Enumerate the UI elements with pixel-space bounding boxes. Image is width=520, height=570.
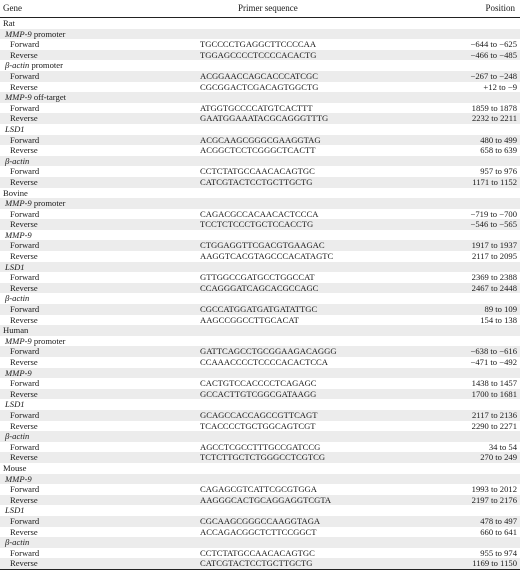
primer-row <box>0 135 520 146</box>
primer-direction: Forward <box>10 409 40 420</box>
target-label <box>5 92 66 103</box>
primer-sequence: ATGGTGCCCCATGTCACTTT <box>200 102 313 113</box>
primer-direction: Reverse <box>10 558 38 569</box>
gene-name: MMP-9 <box>5 335 32 346</box>
primer-direction: Forward <box>10 166 40 177</box>
target-label <box>5 198 65 209</box>
target-label <box>5 293 29 304</box>
primer-sequence: GAATGGAAATACGCAGGGTTTG <box>200 113 329 124</box>
primer-direction: Forward <box>10 346 40 357</box>
target-row <box>0 293 520 304</box>
species-label: Mouse <box>3 462 27 473</box>
gene-name: MMP-9 <box>5 229 32 240</box>
primer-row <box>0 219 520 230</box>
target-row <box>0 537 520 548</box>
primer-direction: Reverse <box>10 526 38 537</box>
target-row <box>0 505 520 516</box>
primer-sequence: GTTGGCCGATGCCTGGCCAT <box>200 272 315 283</box>
target-row <box>0 230 520 241</box>
primer-sequence: ACCAGACGGCTCTTCCGGCT <box>200 526 317 537</box>
primer-direction: Forward <box>10 39 40 50</box>
primer-sequence: CGCGGACTCGACAGTGGCTG <box>200 81 319 92</box>
primer-position: 2467 to 2448 <box>471 282 517 293</box>
target-label <box>5 431 29 442</box>
primer-position: −546 to −565 <box>470 219 517 230</box>
header-gene: Gene <box>3 3 22 13</box>
primer-row <box>0 145 520 156</box>
primer-position: 478 to 497 <box>480 515 517 526</box>
primer-row <box>0 495 520 506</box>
target-label <box>5 537 29 548</box>
primer-direction: Reverse <box>10 49 38 60</box>
gene-name: MMP-9 <box>5 92 32 103</box>
primer-direction: Forward <box>10 272 40 283</box>
primer-row <box>0 315 520 326</box>
primer-row <box>0 527 520 538</box>
species-label: Human <box>3 325 29 336</box>
primer-direction: Reverse <box>10 113 38 124</box>
primer-position: 480 to 499 <box>480 134 517 145</box>
primer-direction: Forward <box>10 70 40 81</box>
primer-position: 1917 to 1937 <box>471 240 517 251</box>
primer-sequence: TGCCCCTGAGGCTTCCCCAA <box>200 39 317 50</box>
species-row <box>0 325 520 336</box>
primer-position: 658 to 639 <box>480 145 517 156</box>
target-label <box>5 399 25 410</box>
primer-direction: Reverse <box>10 251 38 262</box>
target-row <box>0 29 520 40</box>
table-body <box>0 18 520 570</box>
primer-sequence: CAGAGCGTCATTCGCGTGGA <box>200 484 317 495</box>
primer-row <box>0 177 520 188</box>
primer-direction: Reverse <box>10 314 38 325</box>
target-label <box>5 230 32 241</box>
gene-name: LSD1 <box>5 123 25 134</box>
primer-position: −638 to −616 <box>470 346 517 357</box>
target-row <box>0 336 520 347</box>
gene-name: β-actin <box>5 431 30 442</box>
primer-position: 955 to 974 <box>480 547 517 558</box>
target-label <box>5 505 25 516</box>
primer-row <box>0 346 520 357</box>
primer-row <box>0 378 520 389</box>
primer-row <box>0 166 520 177</box>
primer-direction: Forward <box>10 547 40 558</box>
primer-sequence: ACGGAACCAGCACCCATCGC <box>200 70 318 81</box>
primer-row <box>0 516 520 527</box>
target-row <box>0 92 520 103</box>
header-sequence: Primer sequence <box>238 3 298 13</box>
target-row <box>0 474 520 485</box>
primer-position: 154 to 138 <box>480 314 517 325</box>
primer-sequence: AAGGTCACGTAGCCCACATAGTC <box>200 251 334 262</box>
primer-row <box>0 421 520 432</box>
primer-sequence: CCTCTATGCCAACACAGTGC <box>200 166 315 177</box>
primer-row <box>0 389 520 400</box>
primer-sequence: CACTGTCCACCCCTCAGAGC <box>200 378 317 389</box>
gene-name: LSD1 <box>5 261 25 272</box>
primer-sequence: ACGCAAGCGGGCGAAGGTAG <box>200 134 321 145</box>
primer-direction: Forward <box>10 378 40 389</box>
primer-position: 1993 to 2012 <box>471 484 517 495</box>
target-row <box>0 262 520 273</box>
target-suffix: promoter <box>29 60 63 71</box>
gene-name: MMP-9 <box>5 28 32 39</box>
primer-row <box>0 113 520 124</box>
primer-sequence: GATTCAGCCTGCGGAAGACAGGG <box>200 346 337 357</box>
primer-row <box>0 304 520 315</box>
primer-sequence: CAGACGCCACAACACTCCCA <box>200 208 319 219</box>
primer-direction: Reverse <box>10 388 38 399</box>
primer-position: −719 to −700 <box>470 208 517 219</box>
gene-name: β-actin <box>5 293 30 304</box>
target-label <box>5 368 32 379</box>
primer-row <box>0 39 520 50</box>
primer-position: 270 to 249 <box>480 452 517 463</box>
primer-sequence: CTGGAGGTTCGACGTGAAGAC <box>200 240 325 251</box>
primer-sequence: ACGGCTCCTCGGGCTCACTT <box>200 145 316 156</box>
primer-row <box>0 272 520 283</box>
species-row <box>0 18 520 29</box>
primer-direction: Reverse <box>10 81 38 92</box>
gene-name: LSD1 <box>5 399 25 410</box>
primer-direction: Reverse <box>10 282 38 293</box>
primer-row <box>0 82 520 93</box>
primer-position: −466 to −485 <box>470 49 517 60</box>
primer-direction: Forward <box>10 484 40 495</box>
primer-row <box>0 71 520 82</box>
target-label <box>5 156 29 167</box>
primer-row <box>0 357 520 368</box>
primer-direction: Forward <box>10 240 40 251</box>
header-position: Position <box>485 3 515 13</box>
primer-sequence: GCCACTTGTCGGCGATAAGG <box>200 388 317 399</box>
gene-name: MMP-9 <box>5 473 32 484</box>
primer-row <box>0 548 520 559</box>
primer-direction: Forward <box>10 441 40 452</box>
primer-row <box>0 103 520 114</box>
primer-position: +12 to −9 <box>483 81 517 92</box>
primer-sequence: TCACCCCTGCTGGCAGTCGT <box>200 420 316 431</box>
primer-row <box>0 251 520 262</box>
primer-direction: Reverse <box>10 420 38 431</box>
primer-position: −267 to −248 <box>470 70 517 81</box>
species-row <box>0 463 520 474</box>
target-label <box>5 336 65 347</box>
species-label: Rat <box>3 18 15 28</box>
primer-sequence: TCTCTTGCTCTGGGCCTCGTCG <box>200 452 326 463</box>
primer-position: 1169 to 1150 <box>472 558 517 569</box>
primer-row <box>0 484 520 495</box>
target-row <box>0 156 520 167</box>
target-row <box>0 399 520 410</box>
primer-position: −644 to −625 <box>470 39 517 50</box>
primer-direction: Forward <box>10 304 40 315</box>
target-row <box>0 124 520 135</box>
gene-name: β-actin <box>5 60 30 71</box>
gene-name: MMP-9 <box>5 367 32 378</box>
target-label <box>5 262 25 273</box>
primer-position: 2290 to 2271 <box>471 420 517 431</box>
primer-sequence: CGCAAGCGGGCCAAGGTAGA <box>200 515 321 526</box>
primer-direction: Reverse <box>10 452 38 463</box>
target-label <box>5 29 65 40</box>
primer-row <box>0 410 520 421</box>
target-row <box>0 431 520 442</box>
primer-row <box>0 209 520 220</box>
primer-row <box>0 50 520 61</box>
primer-sequence: AAGGGCACTGCAGGAGGTCGTA <box>200 494 332 505</box>
primer-row <box>0 240 520 251</box>
primer-sequence: CATCGTACTCCTGCTTGCTG <box>200 558 313 569</box>
primer-sequence: CGCCATGGATGATGATATTGC <box>200 304 318 315</box>
primer-position: 34 to 54 <box>488 441 517 452</box>
target-label <box>5 124 25 135</box>
primer-direction: Reverse <box>10 357 38 367</box>
primer-sequence: CATCGTACTCCTGCTTGCTG <box>200 176 313 187</box>
primer-sequence: AAGCCGGCCTTGCACAT <box>200 314 299 325</box>
species-row <box>0 188 520 199</box>
primer-direction: Reverse <box>10 176 38 187</box>
primer-sequence: CCAAACCCCTCCCCACACTCCA <box>200 357 328 367</box>
target-label <box>5 474 32 485</box>
primer-position: 89 to 109 <box>484 304 517 315</box>
species-label: Bovine <box>3 187 28 198</box>
primer-position: 1700 to 1681 <box>471 388 517 399</box>
target-row <box>0 198 520 209</box>
primer-direction: Forward <box>10 208 40 219</box>
primer-row <box>0 442 520 453</box>
primer-sequence: CCAGGGATCAGCACGCCAGC <box>200 282 319 293</box>
primer-sequence: CCTCTATGCCAACACAGTGC <box>200 547 315 558</box>
primer-position: −471 to −492 <box>470 357 517 367</box>
primer-position: 1171 to 1152 <box>472 176 517 187</box>
primer-position: 2117 to 2095 <box>471 251 517 262</box>
gene-name: β-actin <box>5 155 30 166</box>
primer-row <box>0 283 520 294</box>
primer-position: 660 to 641 <box>480 526 517 537</box>
primer-sequence: TCCTCTCCCTGCTCCACCTG <box>200 219 314 230</box>
primer-direction: Forward <box>10 134 40 145</box>
primer-row <box>0 452 520 463</box>
primer-position: 1438 to 1457 <box>471 378 517 389</box>
target-row <box>0 60 520 71</box>
target-label <box>5 60 63 71</box>
primer-direction: Reverse <box>10 145 38 156</box>
gene-name: LSD1 <box>5 505 25 516</box>
primer-position: 2117 to 2136 <box>471 409 517 420</box>
primer-sequence: GCAGCCACCAGCCGTTCAGT <box>200 409 318 420</box>
target-row <box>0 368 520 379</box>
gene-name: β-actin <box>5 537 30 548</box>
primer-direction: Forward <box>10 515 40 526</box>
target-suffix: off-target <box>31 92 67 103</box>
primer-direction: Forward <box>10 102 40 113</box>
primer-position: 2369 to 2388 <box>471 272 517 283</box>
gene-name: MMP-9 <box>5 198 32 209</box>
primer-position: 2197 to 2176 <box>471 494 517 505</box>
target-suffix: promoter <box>31 28 66 39</box>
primer-sequence: AGCCTCGCCTTTGCCGATCCG <box>200 441 321 452</box>
primer-position: 957 to 976 <box>480 166 517 177</box>
primer-position: 1859 to 1878 <box>471 102 517 113</box>
target-suffix: promoter <box>31 335 66 346</box>
primer-row <box>0 558 520 569</box>
primer-position: 2232 to 2211 <box>471 113 517 124</box>
target-suffix: promoter <box>31 198 66 209</box>
primer-direction: Reverse <box>10 494 38 505</box>
table-header <box>0 0 520 18</box>
primer-direction: Reverse <box>10 219 38 230</box>
primer-sequence: TGGAGCCCCTCCCCACACTG <box>200 49 317 60</box>
